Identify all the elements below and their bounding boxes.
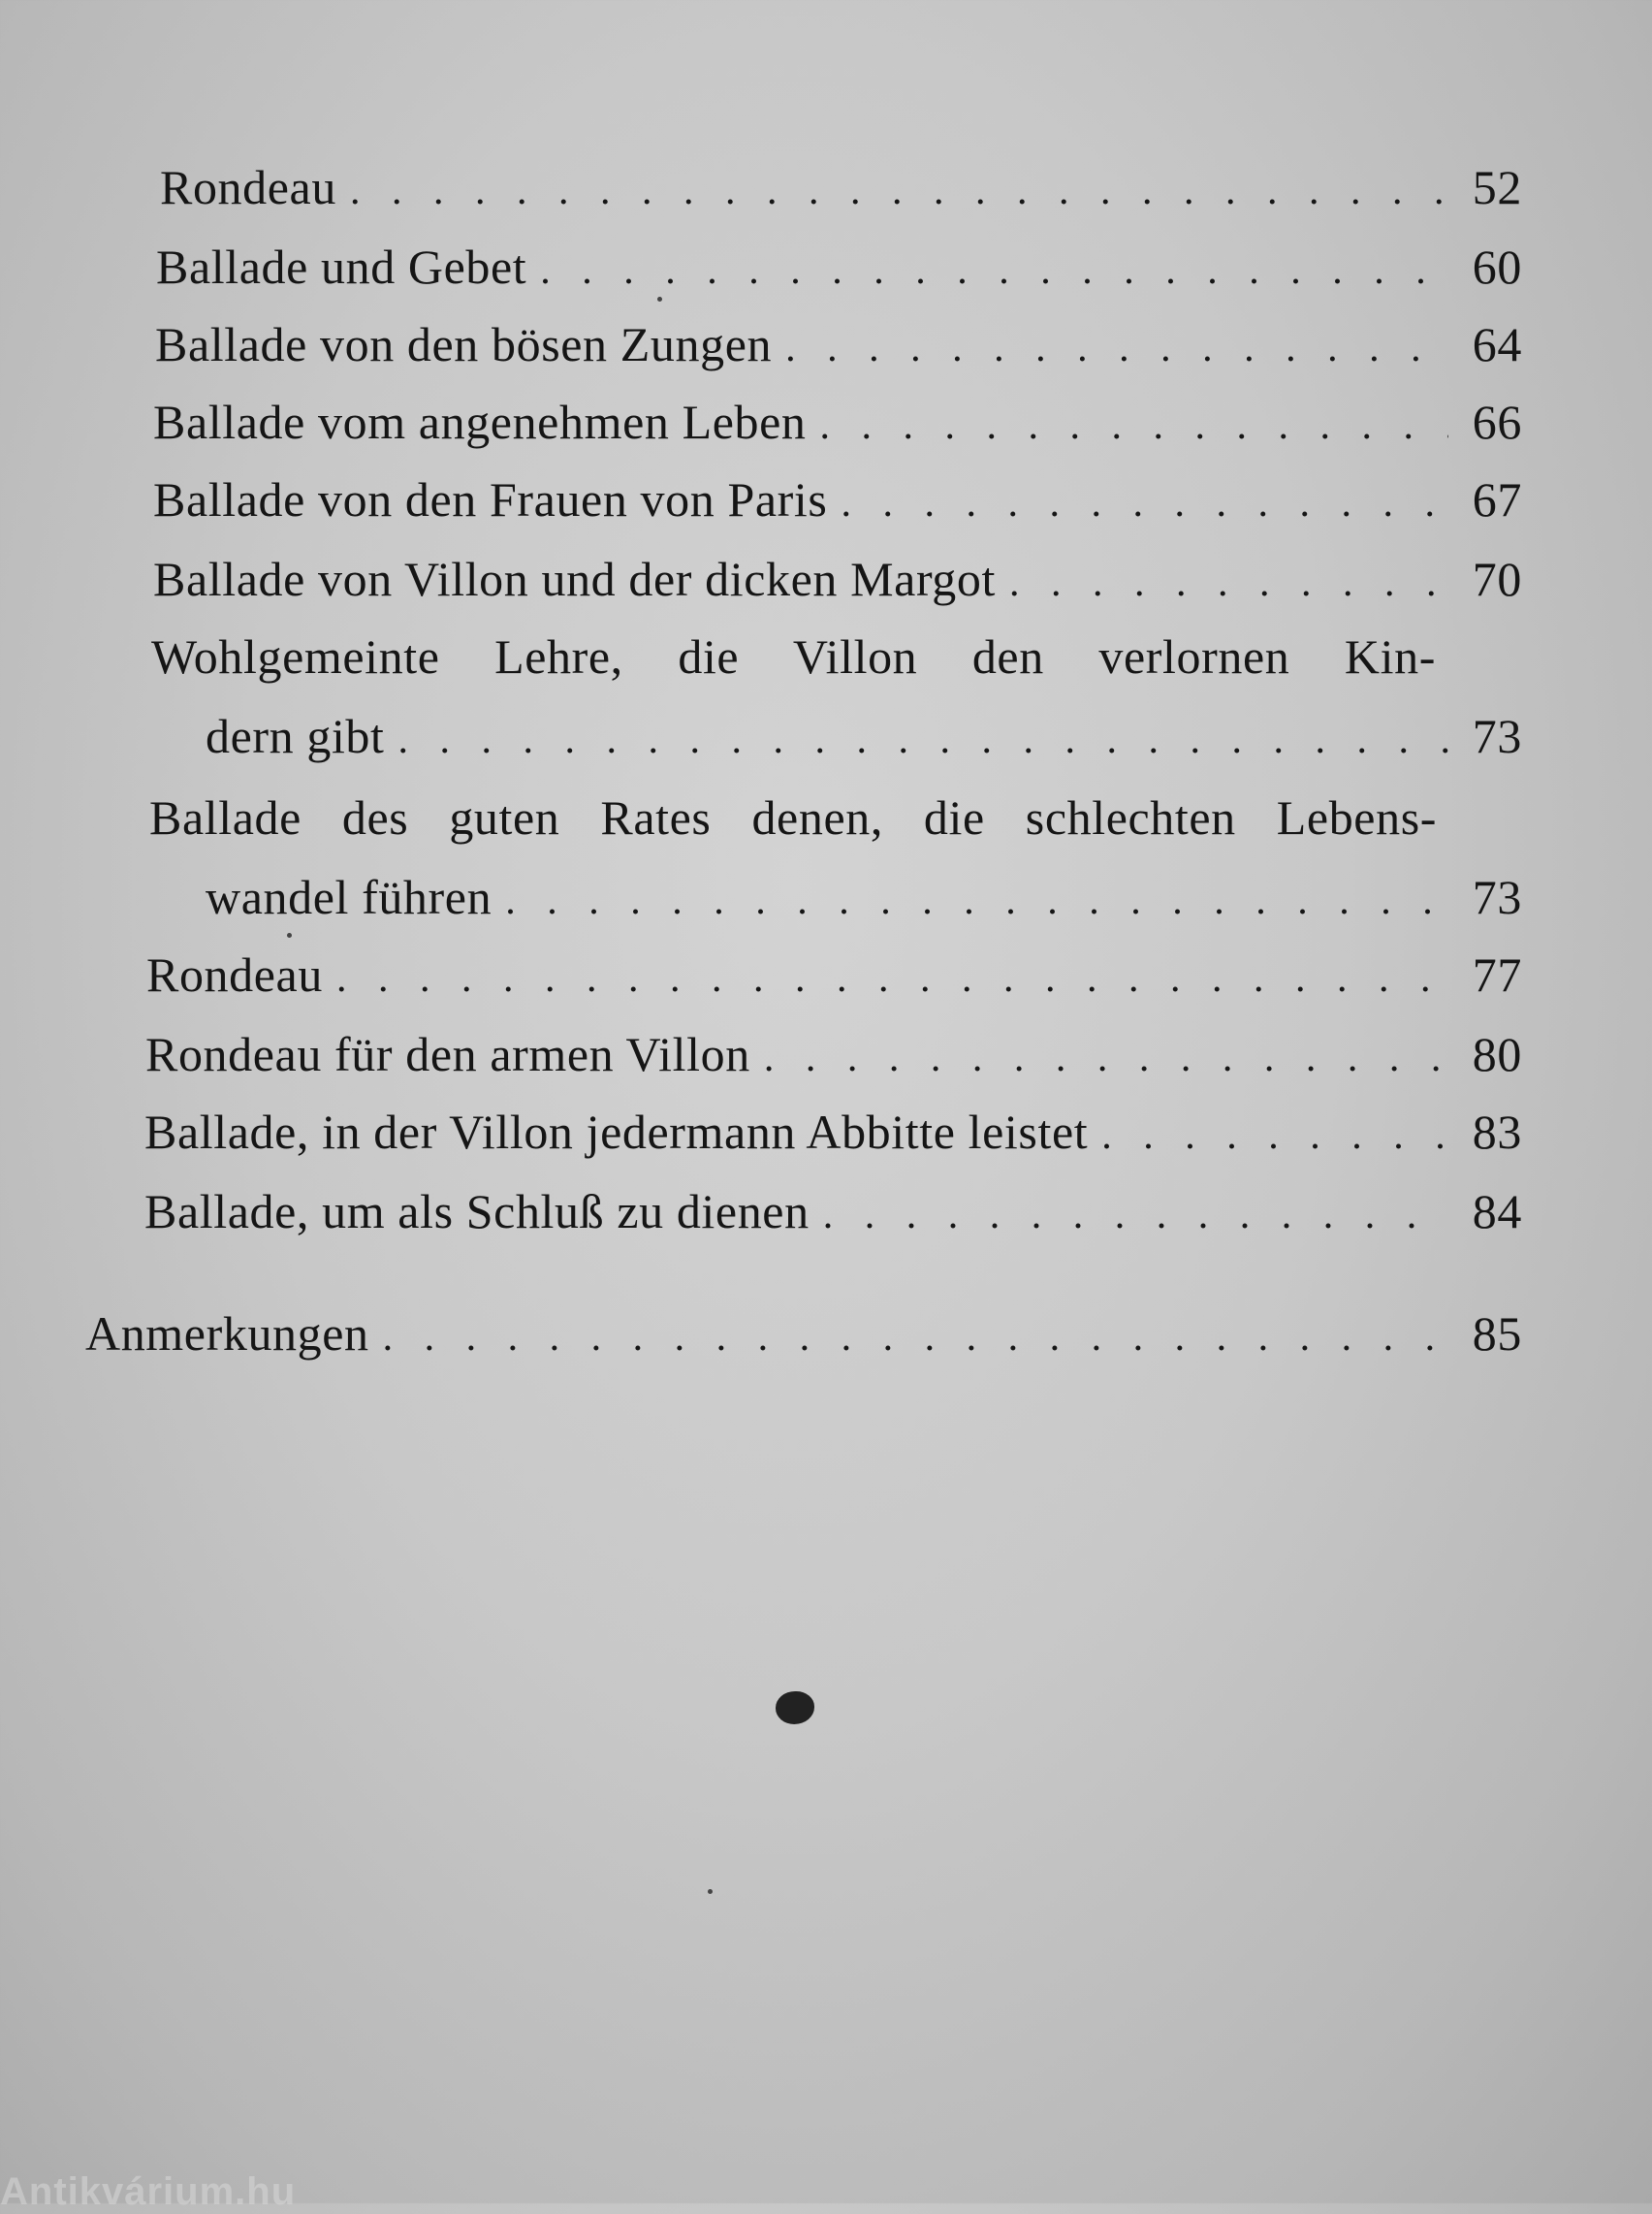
- dot-leader: [764, 1024, 1448, 1092]
- toc-entry-title: Rondeau: [160, 160, 336, 214]
- toc-entry-page: 80: [1472, 1027, 1522, 1081]
- dot-leader: [398, 706, 1448, 774]
- toc-entry-page: 66: [1472, 395, 1522, 449]
- dot-leader: [505, 867, 1448, 935]
- toc-entry: [153, 388, 1522, 456]
- toc-entry-title-line1: Wohlgemeinte Lehre, die Villon den verlornen Kin-: [151, 629, 1436, 684]
- dot-leader: [336, 945, 1448, 1012]
- dot-leader: [1009, 549, 1448, 617]
- dot-leader: [785, 314, 1448, 382]
- toc-entry-title: Rondeau: [146, 947, 323, 1002]
- dot-leader: [350, 157, 1448, 225]
- dot-leader: [841, 469, 1448, 537]
- toc-entry-title: Ballade und Gebet: [156, 240, 527, 294]
- dot-leader: [540, 237, 1448, 305]
- toc-entry-page: 73: [1472, 870, 1522, 924]
- dot-leader: [383, 1303, 1448, 1371]
- toc-entry-page: 67: [1472, 472, 1522, 527]
- toc-entry: [145, 1020, 1522, 1088]
- toc-entry: [153, 465, 1522, 533]
- toc-entry-title: Ballade vom angenehmen Leben: [153, 395, 807, 449]
- toc-entry-title-line1: Ballade des guten Rates denen, die schlechten Lebens-: [149, 790, 1437, 845]
- toc-entry: [144, 1177, 1522, 1245]
- paper-speck: [287, 933, 292, 938]
- toc-entry: [144, 1098, 1522, 1166]
- watermark: Antikvárium.hu: [0, 2170, 297, 2213]
- toc-entry-title-line2: dern gibt: [206, 709, 385, 763]
- toc-entry: [206, 863, 1522, 931]
- dot-leader: [823, 1181, 1448, 1249]
- toc-entry: [206, 702, 1522, 770]
- toc-entry-page: 83: [1472, 1105, 1522, 1159]
- toc-entry-page: 70: [1472, 552, 1522, 606]
- toc-entry: [160, 153, 1522, 221]
- paper-speck: [708, 1889, 713, 1894]
- toc-entry-page: 52: [1472, 160, 1522, 214]
- toc-entry-page: 84: [1472, 1184, 1522, 1238]
- ink-spot: [776, 1691, 814, 1724]
- toc-entry-page: 64: [1472, 317, 1522, 371]
- toc-entry-title: Ballade, um als Schluß zu dienen: [144, 1184, 810, 1238]
- toc-entry: [155, 310, 1522, 378]
- toc-entry-title: Ballade, in der Villon jedermann Abbitte leistet: [144, 1105, 1089, 1159]
- toc-entry: [146, 941, 1522, 1009]
- toc-entry: [153, 545, 1522, 613]
- dot-leader: [820, 392, 1449, 460]
- toc-entry-page: 85: [1472, 1306, 1522, 1361]
- toc-entry: [156, 233, 1522, 301]
- toc-entry-title: Ballade von Villon und der dicken Margot: [153, 552, 996, 606]
- toc-entry-page: 77: [1472, 947, 1522, 1002]
- toc-entry-title: Ballade von den Frauen von Paris: [153, 472, 828, 527]
- paper-speck: [657, 297, 662, 302]
- toc-entry-title: Rondeau für den armen Villon: [145, 1027, 750, 1081]
- toc-entry-title: Anmerkungen: [85, 1306, 369, 1361]
- toc-entry-title: Ballade von den bösen Zungen: [155, 317, 773, 371]
- toc-appendix-entry: [85, 1300, 1522, 1367]
- dot-leader: [1101, 1102, 1448, 1170]
- toc-entry-title-line2: wandel führen: [206, 870, 492, 924]
- toc-entry-page: 73: [1472, 709, 1522, 763]
- toc-entry-page: 60: [1472, 240, 1522, 294]
